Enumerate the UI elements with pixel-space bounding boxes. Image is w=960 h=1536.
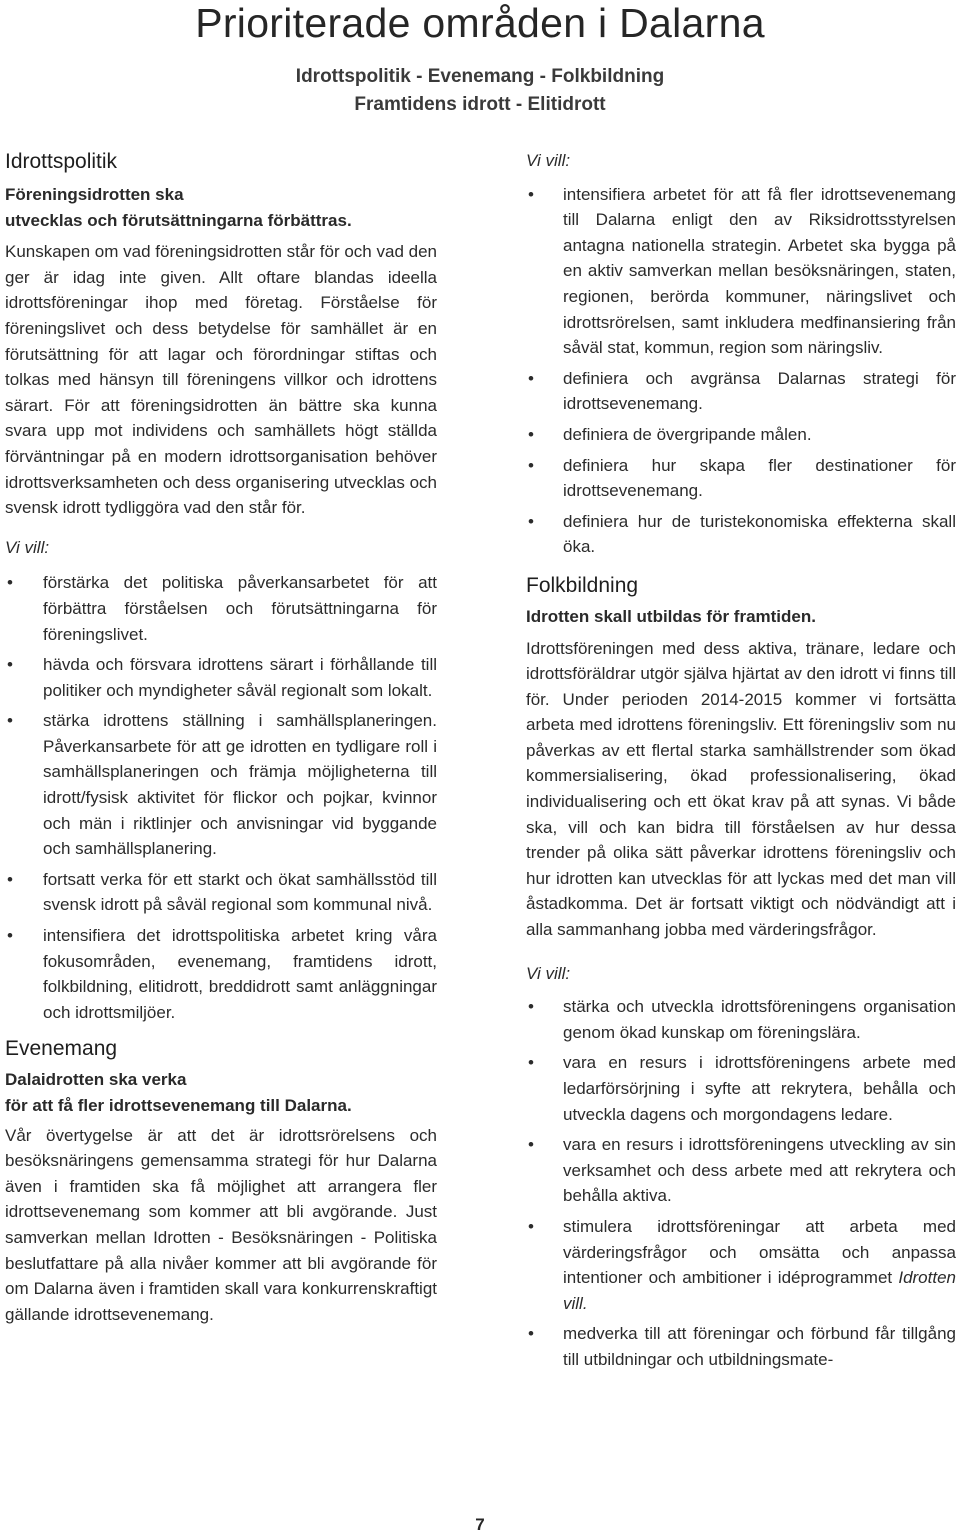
list-item: • intensifiera arbetet för att få fler idrottsevenemang till Dalarna enligt den av Riksidrottsstyrelsen antagna nationella strategin. Arbetet ska bygga på en aktiv samverkan mellan besöksnäringen, staten, regionen, berörda kommuner, näringslivet och idrottsrörelsen, samt inkludera medfinansiering från såväl stat, kommun, region som näringsliv. (526, 182, 956, 361)
page-subtitle-focus-areas: Idrottspolitik - Evenemang - Folkbildning (295, 66, 665, 87)
list-item-text: stimulera idrottsföreningar att arbeta med värderingsfrågor och omsätta och anpassa intentioner och ambitioner i idéprogrammet (563, 1216, 956, 1288)
lead-evenemang-1: Dalaidrotten ska verka (5, 1070, 187, 1090)
list-item: • definiera och avgränsa Dalarnas strategi för idrottsevenemang. (526, 366, 956, 417)
lead-idrottspolitik-1: Föreningsidrotten ska (5, 185, 184, 204)
left-column (5, 148, 437, 1327)
lead-folkbildning: Idrotten skall utbildas för framtiden. (526, 606, 816, 626)
bullet-list-idrottspolitik (5, 570, 437, 1025)
section-heading-folkbildning: Folkbildning (526, 573, 639, 597)
list-item: • medverka till att föreningar och förbund får tillgång till utbildningar och utbildningsmate- (526, 1321, 956, 1372)
lead-evenemang-2: för att få fler idrottsevenemang till Dalarna. (5, 1096, 352, 1115)
list-item (526, 1214, 956, 1316)
list-item: • definiera hur de turistekonomiska effekterna skall öka. (526, 509, 956, 560)
list-item: • hävda och försvara idrottens särart i förhållande till politiker och myndigheter såväl regionalt som lokalt. (5, 652, 437, 703)
bullet-list-evenemang (526, 182, 956, 560)
program-title: Idrotten vill. (563, 1268, 956, 1313)
page-number: 7 (475, 1515, 485, 1534)
body-folkbildning: Idrottsföreningen med dess aktiva, tränare, ledare och idrottsföräldrar utgör själva hjärtat av den idrott vi finns till för. Under perioden 2014-2015 kommer vi fortsätta arbeta med idrottens föreningsliv. Ett föreningsliv som nu påverkas av ett flertal starka samhällstrender som ökad kommersialisering, ökad professionalisering, ökad individualisering och ett ökat krav på att synas. Vi både ska, vill och kan bidra till förståelsen av hur dessa trender på olika sätt påverkar idrottens föreningsliv och hur idrotten kan utvecklas för att lyckas med det man vill åstadkomma. Det är fortsatt viktigt och nödvändigt att i alla sammanhang jobba med värderingsfrågor. (526, 638, 956, 940)
list-item: • definiera hur skapa fler destinationer för idrottsevenemang. (526, 453, 956, 504)
vivill-label-evenemang: Vi vill: (526, 151, 571, 170)
list-item: • stärka och utveckla idrottsföreningens organisation genom ökad kunskap om föreningslära. (526, 994, 956, 1045)
vivill-label-folkbildning: Vi vill: (526, 963, 571, 983)
list-item: • vara en resurs i idrottsföreningens arbete med ledarförsörjning i syfte att rekrytera, behålla och utveckla dagens och morgondagens ledare. (526, 1050, 956, 1127)
list-item: • vara en resurs i idrottsföreningens utveckling av sin verksamhet och dess arbete med att rekrytera och behålla aktiva. (526, 1132, 956, 1209)
body-idrottspolitik: Kunskapen om vad föreningsidrotten står för och vad den ger är idag inte given. Allt oftare blandas ideella idrottsföreningar ihop med företag. Förståelse för föreningslivet och dess betydelse för samhället är en förutsättning för att lagar och förordningar stiftas och tolkas med hänsyn till föreningens villkor och idrottens särart. För att föreningsidrotten än bättre ska kunna svara upp mot individens och samhällets högt ställda förväntningar på en modern idrottsorganisation behöver idrottsverksamheten och dess organisering utvecklas och svensk idrott tydliggöra vad den står för. (5, 242, 437, 518)
body-evenemang: Vår övertygelse är att det är idrottsrörelsens och besöksnäringens gemensamma strategi för hur Dalarna även i framtiden ska få möjlighet att arrangera fler idrottsevenemang som kommer att bli avgörande. Just samverkan mellan Idrotten - Besöksnäringen - Politiska beslutfattare på alla nivåer kommer att bli avgörande för om Dalarna även i framtiden skall vara konkurrenskraftigt gällande idrottsevenemang. (5, 1125, 437, 1324)
right-column (526, 148, 956, 1378)
page-title: Prioriterade områden i Dalarna (195, 0, 765, 46)
section-heading-evenemang: Evenemang (5, 1037, 118, 1061)
list-item: • intensifiera det idrottspolitiska arbetet kring våra fokusområden, evenemang, framtidens idrott, folkbildning, elitidrott, breddidrott samt anläggningar och idrottsmiljöer. (5, 923, 437, 1025)
lead-idrottspolitik-2: utvecklas och förutsättningarna förbättras. (5, 210, 352, 230)
bullet-list-folkbildning (526, 994, 956, 1372)
page-subtitle-future: Framtidens idrott - Elitidrott (354, 94, 606, 115)
list-item: • fortsatt verka för ett starkt och ökat samhällsstöd till svensk idrott på såväl regional som kommunal nivå. (5, 867, 437, 918)
list-item: • definiera de övergripande målen. (526, 422, 956, 448)
list-item: • stärka idrottens ställning i samhällsplaneringen. Påverkansarbete för att ge idrotten en tydligare roll i samhällsplaneringen och främja möjligheterna till idrott/fysisk aktivitet för flickor och pojkar, kvinnor och män i riktlinjer och anvisningar vid byggande och samhällsplanering. (5, 708, 437, 862)
list-item: • förstärka det politiska påverkansarbetet för att förbättra förståelsen och förutsättningarna för föreningslivet. (5, 570, 437, 647)
vivill-label-idrottspolitik: Vi vill: (5, 537, 50, 557)
section-heading-idrottspolitik: Idrottspolitik (5, 150, 118, 173)
